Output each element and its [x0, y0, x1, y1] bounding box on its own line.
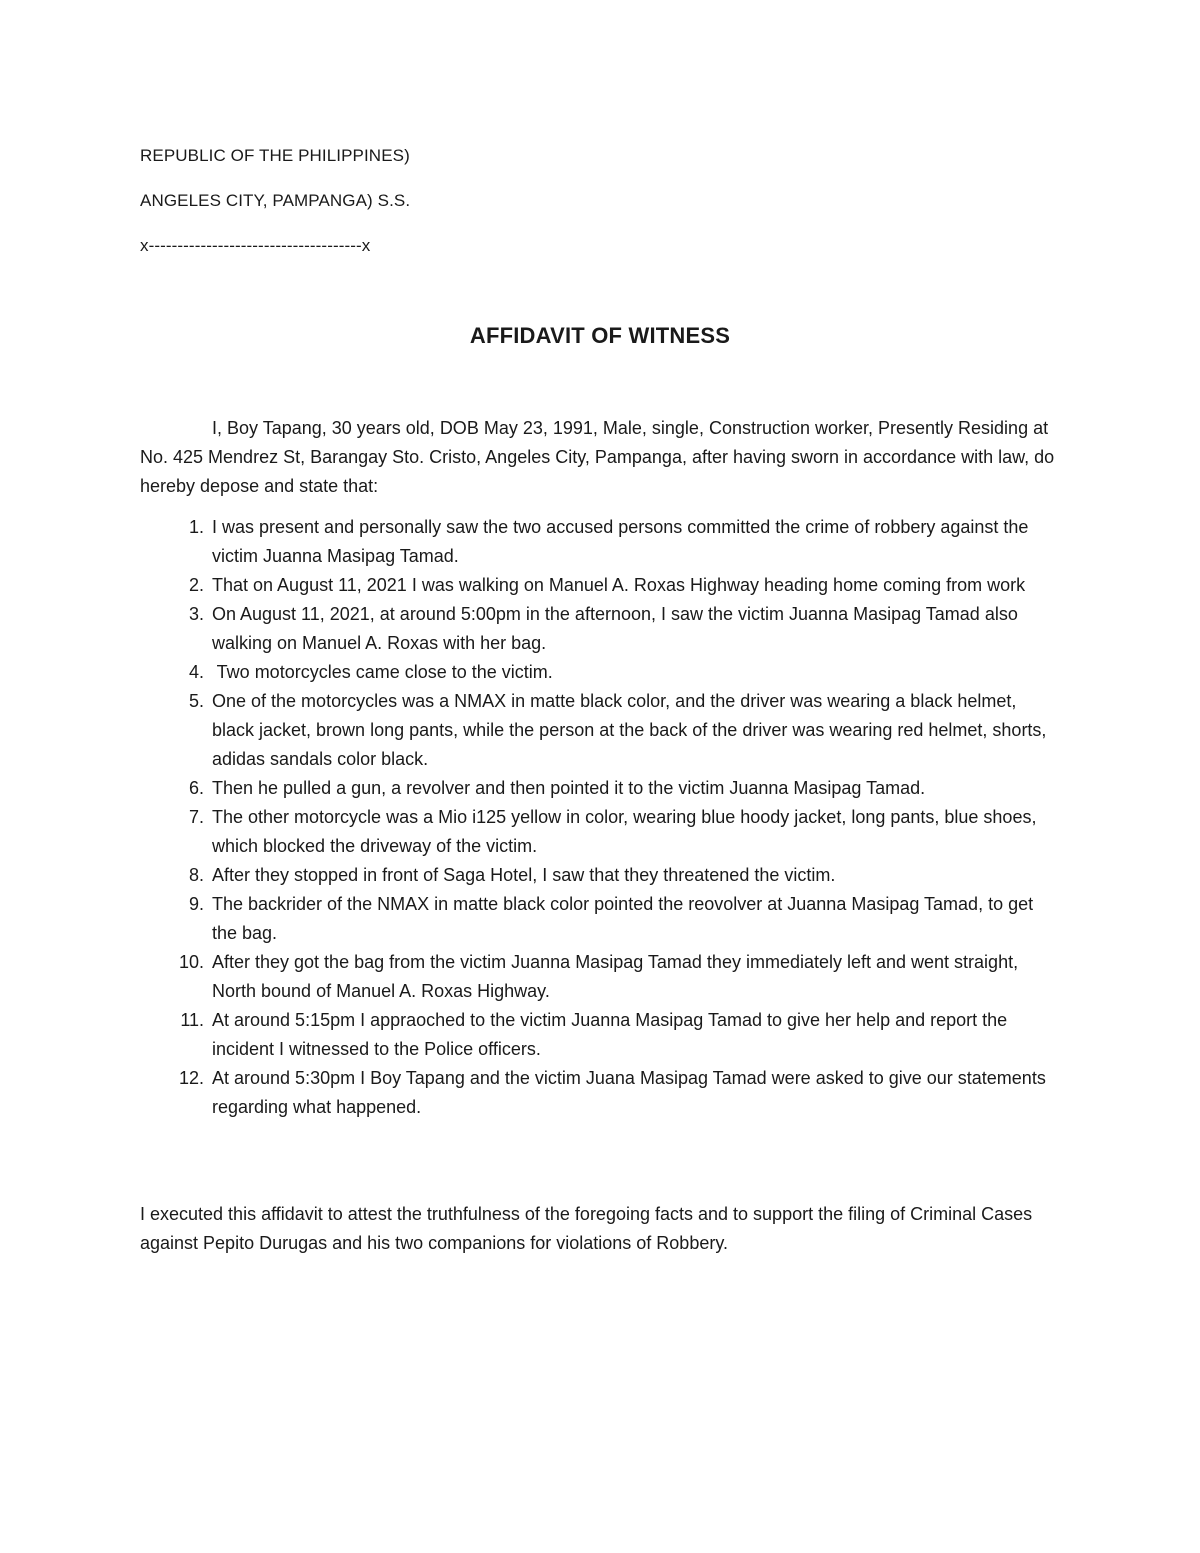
list-item-text: I was present and personally saw the two accused persons committed the crime of robbery against the victim Juanna Masipag Tamad. — [212, 517, 1029, 566]
closing-paragraph: I executed this affidavit to attest the truthfulness of the foregoing facts and to support the filing of Criminal Cases against Pepito Durugas and his two companions for violations of Robbery. — [140, 1204, 1033, 1253]
list-item-number: 1. — [188, 517, 204, 537]
list-item-text: That on August 11, 2021 I was walking on Manuel A. Roxas Highway heading home coming from work — [212, 575, 1026, 595]
list-item — [140, 803, 1060, 861]
list-item-text: One of the motorcycles was a NMAX in matte black color, and the driver was wearing a black helmet, black jacket, brown long pants, while the person at the back of the driver was wearing red helmet, shorts, adidas sandals color black. — [212, 691, 1047, 769]
list-item — [140, 571, 1060, 600]
list-item — [140, 600, 1060, 658]
list-item-text: At around 5:15pm I appraoched to the victim Juanna Masipag Tamad to give her help and report the incident I witnessed to the Police officers. — [212, 1010, 1008, 1059]
list-item — [140, 890, 1060, 948]
venue-republic-line: REPUBLIC OF THE PHILIPPINES) — [140, 146, 410, 165]
list-item-text: The backrider of the NMAX in matte black color pointed the reovolver at Juanna Masipag Tamad, to get the bag. — [212, 894, 1034, 943]
list-item-number: 10. — [178, 952, 204, 972]
list-item-text: At around 5:30pm I Boy Tapang and the victim Juana Masipag Tamad were asked to give our statements regarding what happened. — [212, 1068, 1046, 1117]
list-item — [140, 513, 1060, 571]
list-item-text: On August 11, 2021, at around 5:00pm in the afternoon, I saw the victim Juanna Masipag Tamad also walking on Manuel A. Roxas with her bag. — [212, 604, 1018, 653]
venue-separator-line: x-------------------------------------x — [140, 236, 371, 255]
list-item — [140, 861, 1060, 890]
list-item-number: 7. — [188, 807, 204, 827]
list-item-number: 5. — [188, 691, 204, 711]
list-item — [140, 658, 1060, 687]
list-item-text: After they got the bag from the victim Juanna Masipag Tamad they immediately left and went straight, North bound of Manuel A. Roxas Highway. — [212, 952, 1019, 1001]
list-item-number: 2. — [188, 575, 204, 595]
list-item-number: 9. — [188, 894, 204, 914]
list-item — [140, 687, 1060, 774]
list-item-number: 8. — [188, 865, 204, 885]
intro-paragraph: I, Boy Tapang, 30 years old, DOB May 23, 1991, Male, single, Construction worker, Presently Residing at No. 425 Mendrez St, Barangay Sto. Cristo, Angeles City, Pampanga, after having sworn in accordance with law, do hereby depose and state that: — [140, 418, 1055, 496]
list-item-number: 4. — [188, 662, 204, 682]
list-item-number: 3. — [188, 604, 204, 624]
list-item-text: Two motorcycles came close to the victim. — [212, 662, 553, 682]
list-item-text: The other motorcycle was a Mio i125 yellow in color, wearing blue hoody jacket, long pants, blue shoes, which blocked the driveway of the victim. — [212, 807, 1037, 856]
list-item-text: After they stopped in front of Saga Hotel, I saw that they threatened the victim. — [212, 865, 836, 885]
document-title: AFFIDAVIT OF WITNESS — [469, 323, 731, 348]
list-item-number: 12. — [178, 1068, 204, 1088]
list-item — [140, 774, 1060, 803]
list-item-number: 11. — [180, 1010, 204, 1030]
list-item-text: Then he pulled a gun, a revolver and then pointed it to the victim Juanna Masipag Tamad. — [212, 778, 926, 798]
list-item — [140, 1006, 1060, 1064]
statements-list — [140, 513, 1060, 1122]
venue-city-line: ANGELES CITY, PAMPANGA) S.S. — [140, 191, 411, 210]
list-item — [140, 1064, 1060, 1122]
list-item — [140, 948, 1060, 1006]
list-item-number: 6. — [188, 778, 204, 798]
